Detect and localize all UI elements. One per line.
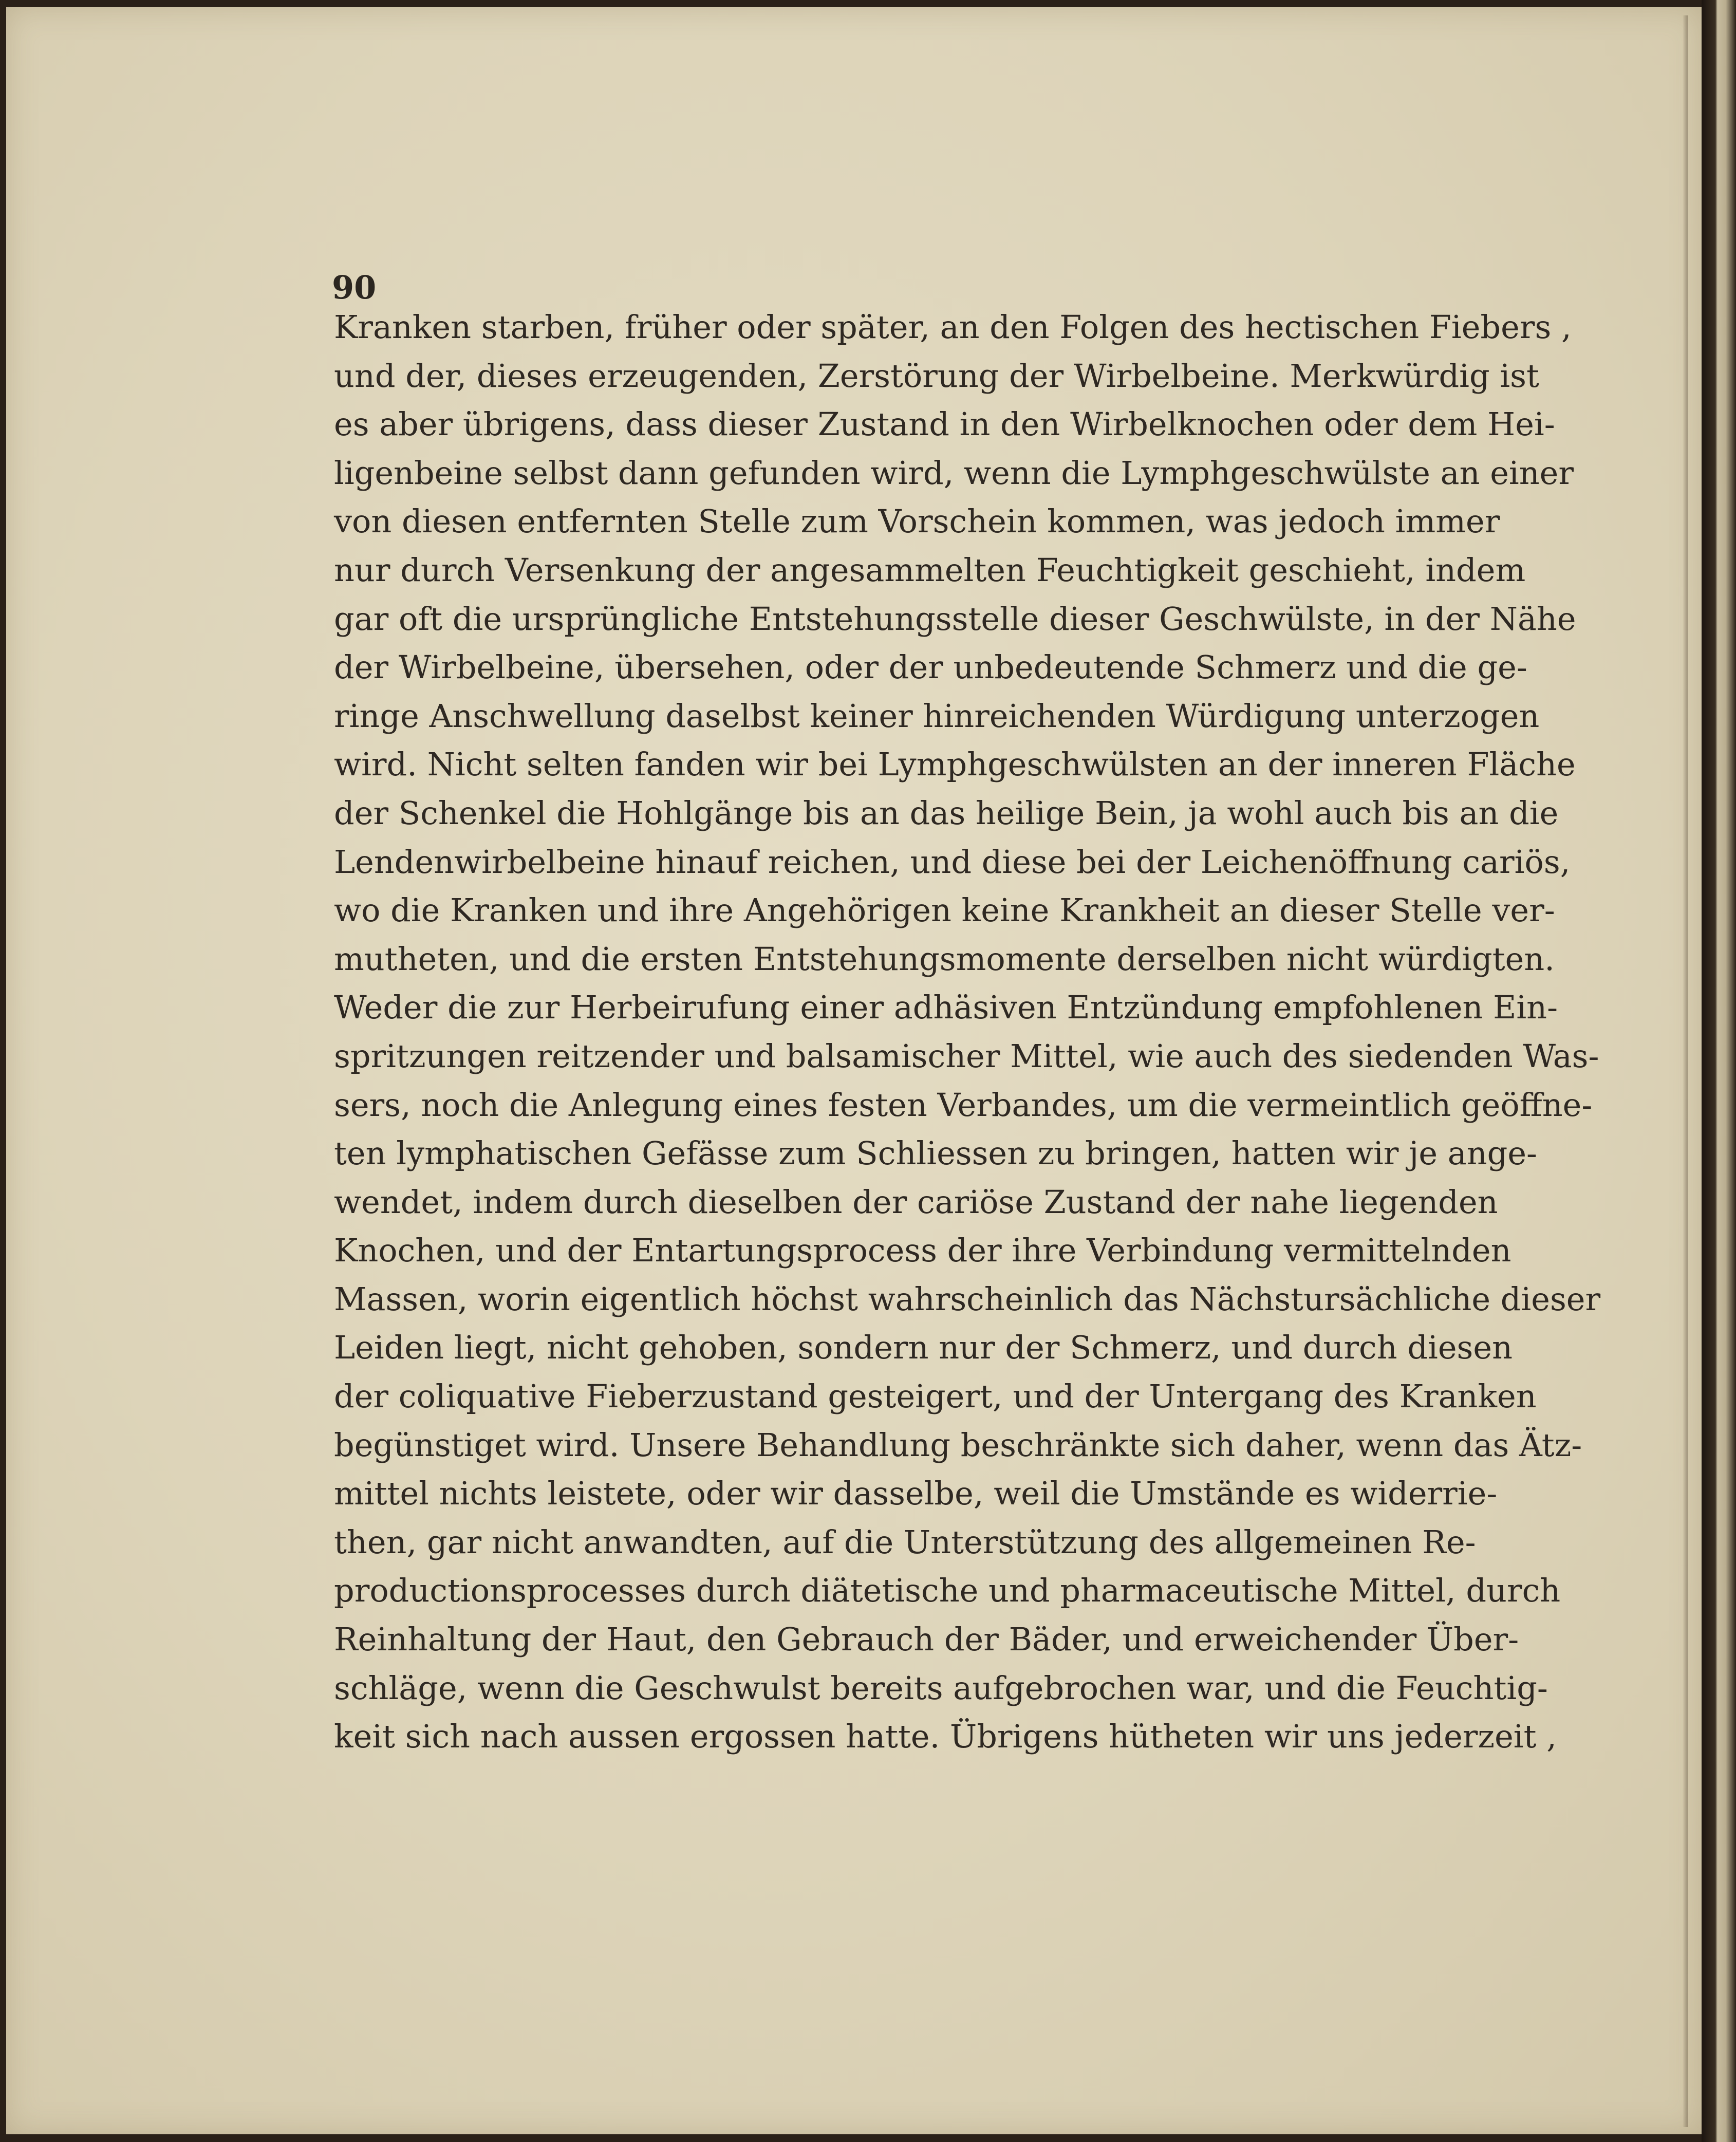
text-line-24: begünstiget wird. Unsere Behandlung beschränkte sich daher, wenn das Ätz- — [334, 1426, 1582, 1464]
text-line-21: Massen, worin eigentlich höchst wahrscheinlich das Nächstursächliche dieser — [334, 1280, 1601, 1318]
text-line-30: keit sich nach aussen ergossen hatte. Übrigens hütheten wir uns jederzeit , — [334, 1718, 1557, 1756]
text-line-9: ringe Anschwellung daselbst keiner hinreichenden Würdigung unterzogen — [334, 697, 1540, 735]
text-line-14: mutheten, und die ersten Entstehungsmomente derselben nicht würdigten. — [334, 940, 1555, 978]
text-line-27: productionsprocesses durch diätetische und pharmaceutische Mittel, durch — [334, 1572, 1561, 1610]
book-spine — [1702, 0, 1736, 2142]
text-line-16: spritzungen reitzender und balsamischer Mittel, wie auch des siedenden Was- — [334, 1037, 1599, 1075]
body-text — [334, 303, 1601, 1761]
text-line-11: der Schenkel die Hohlgänge bis an das heilige Bein, ja wohl auch bis an die — [334, 794, 1559, 832]
text-line-8: der Wirbelbeine, übersehen, oder der unbedeutende Schmerz und die ge- — [334, 648, 1527, 686]
text-line-10: wird. Nicht selten fanden wir bei Lymphgeschwülsten an der inneren Fläche — [334, 746, 1576, 784]
text-line-1: Kranken starben, früher oder später, an den Folgen des hectischen Fiebers , — [334, 308, 1572, 346]
text-line-2: und der, dieses erzeugenden, Zerstörung der Wirbelbeine. Merkwürdig ist — [334, 357, 1539, 395]
text-line-12: Lendenwirbelbeine hinauf reichen, und diese bei der Leichenöffnung cariös, — [334, 843, 1571, 881]
text-line-7: gar oft die ursprüngliche Entstehungsstelle dieser Geschwülste, in der Nähe — [334, 600, 1576, 638]
text-line-25: mittel nichts leistete, oder wir dasselbe, weil die Umstände es widerrie- — [334, 1475, 1498, 1513]
text-line-19: wendet, indem durch dieselben der cariöse Zustand der nahe liegenden — [334, 1183, 1498, 1221]
text-line-5: von diesen entfernten Stelle zum Vorschein kommen, was jedoch immer — [334, 502, 1500, 541]
text-line-3: es aber übrigens, dass dieser Zustand in den Wirbelknochen oder dem Hei- — [334, 405, 1555, 443]
text-line-28: Reinhaltung der Haut, den Gebrauch der Bäder, und erweichender Über- — [334, 1621, 1519, 1659]
text-line-23: der coliquative Fieberzustand gesteigert, und der Untergang des Kranken — [334, 1377, 1537, 1415]
text-line-26: then, gar nicht anwandten, auf die Unterstützung des allgemeinen Re- — [334, 1523, 1476, 1561]
text-line-29: schläge, wenn die Geschwulst bereits aufgebrochen war, und die Feuchtig- — [334, 1669, 1548, 1707]
page-number: 90 — [332, 269, 377, 306]
text-line-6: nur durch Versenkung der angesammelten Feuchtigkeit geschieht, indem — [334, 551, 1526, 589]
text-line-13: wo die Kranken und ihre Angehörigen keine Krankheit an dieser Stelle ver- — [334, 891, 1555, 929]
text-line-15: Weder die zur Herbeirufung einer adhäsiven Entzündung empfohlenen Ein- — [334, 989, 1558, 1027]
text-line-18: ten lymphatischen Gefässe zum Schliessen zu bringen, hatten wir je ange- — [334, 1134, 1537, 1172]
text-line-20: Knochen, und der Entartungsprocess der ihre Verbindung vermittelnden — [334, 1232, 1511, 1270]
page-edge-shadow — [1683, 15, 1688, 2127]
text-line-4: ligenbeine selbst dann gefunden wird, wenn die Lymphgeschwülste an einer — [334, 454, 1574, 492]
text-line-22: Leiden liegt, nicht gehoben, sondern nur der Schmerz, und durch diesen — [334, 1329, 1513, 1367]
text-line-17: sers, noch die Anlegung eines festen Verbandes, um die vermeintlich geöffne- — [334, 1086, 1593, 1124]
